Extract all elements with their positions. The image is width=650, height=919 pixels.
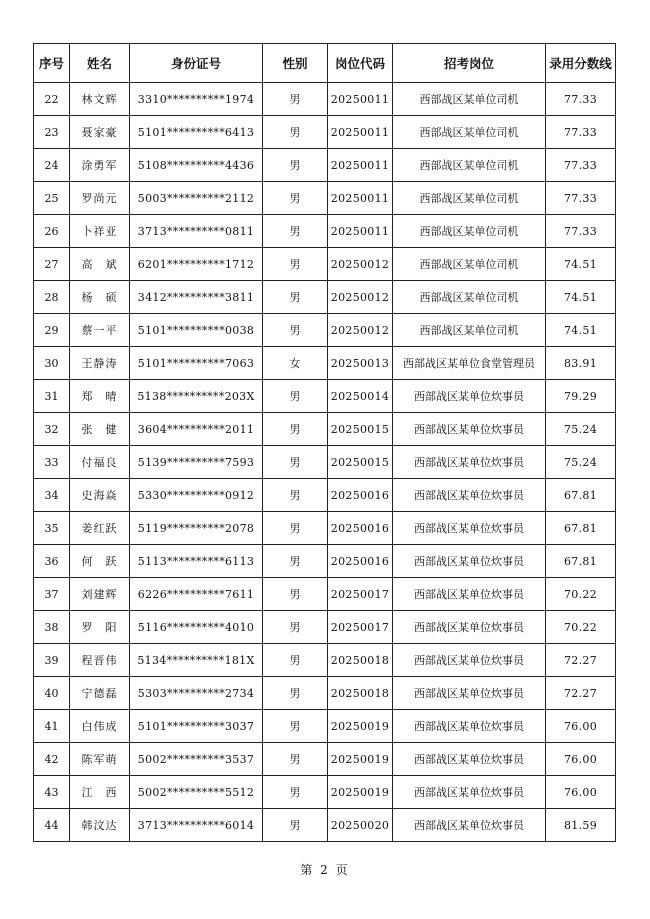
cell-seq: 39 [34, 644, 70, 677]
cell-name: 史海焱 [70, 479, 130, 512]
table-body [34, 83, 616, 842]
cell-name: 程晋伟 [70, 644, 130, 677]
cell-score: 75.24 [546, 413, 616, 446]
cell-seq: 35 [34, 512, 70, 545]
cell-id-number: 5330**********0912 [130, 479, 263, 512]
cell-post: 西部战区某单位炊事员 [393, 446, 546, 479]
cell-seq: 27 [34, 248, 70, 281]
cell-name: 高 斌 [70, 248, 130, 281]
table-row [34, 512, 616, 545]
cell-name: 卜祥亚 [70, 215, 130, 248]
cell-name: 王静涛 [70, 347, 130, 380]
header-id-number: 身份证号 [130, 44, 263, 83]
cell-post: 西部战区某单位炊事员 [393, 644, 546, 677]
cell-gender: 男 [263, 413, 328, 446]
cell-post-code: 20250016 [328, 512, 393, 545]
table-row [34, 182, 616, 215]
cell-id-number: 5116**********4010 [130, 611, 263, 644]
cell-seq: 31 [34, 380, 70, 413]
table-row [34, 149, 616, 182]
cell-post: 西部战区某单位司机 [393, 215, 546, 248]
cell-name: 杨 硕 [70, 281, 130, 314]
cell-id-number: 3713**********0811 [130, 215, 263, 248]
cell-name: 白伟成 [70, 710, 130, 743]
cell-post: 西部战区某单位食堂管理员 [393, 347, 546, 380]
cell-seq: 38 [34, 611, 70, 644]
cell-id-number: 3310**********1974 [130, 83, 263, 116]
header-seq: 序号 [34, 44, 70, 83]
cell-id-number: 5101**********7063 [130, 347, 263, 380]
cell-seq: 29 [34, 314, 70, 347]
cell-score: 76.00 [546, 743, 616, 776]
cell-id-number: 5108**********4436 [130, 149, 263, 182]
table-row [34, 611, 616, 644]
cell-score: 74.51 [546, 314, 616, 347]
header-gender: 性别 [263, 44, 328, 83]
cell-post: 西部战区某单位炊事员 [393, 677, 546, 710]
cell-score: 70.22 [546, 578, 616, 611]
cell-seq: 32 [34, 413, 70, 446]
cell-score: 77.33 [546, 182, 616, 215]
cell-score: 77.33 [546, 149, 616, 182]
page-number: 第 2 页 [300, 863, 350, 877]
header-name: 姓名 [70, 44, 130, 83]
cell-seq: 36 [34, 545, 70, 578]
cell-score: 70.22 [546, 611, 616, 644]
cell-gender: 男 [263, 776, 328, 809]
cell-id-number: 5101**********0038 [130, 314, 263, 347]
cell-id-number: 3604**********2011 [130, 413, 263, 446]
table-row [34, 281, 616, 314]
cell-seq: 28 [34, 281, 70, 314]
cell-post-code: 20250011 [328, 83, 393, 116]
cell-gender: 男 [263, 512, 328, 545]
cell-post: 西部战区某单位司机 [393, 281, 546, 314]
cell-score: 67.81 [546, 545, 616, 578]
cell-seq: 22 [34, 83, 70, 116]
cell-post-code: 20250012 [328, 248, 393, 281]
table-row [34, 314, 616, 347]
table-header-row [34, 44, 616, 83]
cell-post-code: 20250011 [328, 116, 393, 149]
cell-gender: 男 [263, 116, 328, 149]
cell-score: 74.51 [546, 248, 616, 281]
cell-id-number: 6226**********7611 [130, 578, 263, 611]
table-row [34, 545, 616, 578]
table-row [34, 83, 616, 116]
cell-seq: 23 [34, 116, 70, 149]
cell-id-number: 5002**********5512 [130, 776, 263, 809]
cell-name: 林文辉 [70, 83, 130, 116]
cell-post: 西部战区某单位炊事员 [393, 710, 546, 743]
cell-gender: 男 [263, 578, 328, 611]
cell-name: 付福良 [70, 446, 130, 479]
table-row [34, 380, 616, 413]
cell-name: 涂勇军 [70, 149, 130, 182]
cell-id-number: 5113**********6113 [130, 545, 263, 578]
cell-seq: 42 [34, 743, 70, 776]
cell-seq: 43 [34, 776, 70, 809]
cell-id-number: 5002**********3537 [130, 743, 263, 776]
cell-gender: 男 [263, 644, 328, 677]
cell-id-number: 5303**********2734 [130, 677, 263, 710]
cell-post-code: 20250020 [328, 809, 393, 842]
table-row [34, 413, 616, 446]
cell-post-code: 20250012 [328, 281, 393, 314]
cell-id-number: 6201**********1712 [130, 248, 263, 281]
table-row [34, 776, 616, 809]
cell-post-code: 20250018 [328, 677, 393, 710]
cell-name: 韩汶达 [70, 809, 130, 842]
cell-seq: 33 [34, 446, 70, 479]
cell-id-number: 5101**********3037 [130, 710, 263, 743]
cell-name: 何 跃 [70, 545, 130, 578]
cell-id-number: 5134**********181X [130, 644, 263, 677]
results-table [33, 43, 616, 842]
cell-score: 79.29 [546, 380, 616, 413]
cell-name: 张 健 [70, 413, 130, 446]
cell-name: 江 西 [70, 776, 130, 809]
table-row [34, 116, 616, 149]
table-row [34, 677, 616, 710]
cell-seq: 26 [34, 215, 70, 248]
cell-score: 67.81 [546, 479, 616, 512]
cell-gender: 男 [263, 446, 328, 479]
cell-post: 西部战区某单位司机 [393, 149, 546, 182]
table-row [34, 446, 616, 479]
header-score: 录用分数线 [546, 44, 616, 83]
cell-gender: 男 [263, 677, 328, 710]
cell-post-code: 20250019 [328, 776, 393, 809]
cell-post-code: 20250016 [328, 545, 393, 578]
cell-score: 77.33 [546, 83, 616, 116]
cell-post-code: 20250014 [328, 380, 393, 413]
cell-name: 宁德磊 [70, 677, 130, 710]
cell-post: 西部战区某单位司机 [393, 182, 546, 215]
header-post: 招考岗位 [393, 44, 546, 83]
cell-name: 聂家豪 [70, 116, 130, 149]
cell-gender: 男 [263, 248, 328, 281]
cell-post-code: 20250013 [328, 347, 393, 380]
cell-post: 西部战区某单位司机 [393, 314, 546, 347]
cell-gender: 男 [263, 182, 328, 215]
cell-post: 西部战区某单位司机 [393, 248, 546, 281]
cell-seq: 34 [34, 479, 70, 512]
cell-post: 西部战区某单位炊事员 [393, 578, 546, 611]
cell-gender: 男 [263, 710, 328, 743]
cell-score: 77.33 [546, 116, 616, 149]
cell-gender: 女 [263, 347, 328, 380]
cell-post: 西部战区某单位司机 [393, 83, 546, 116]
cell-post: 西部战区某单位炊事员 [393, 512, 546, 545]
table-row [34, 644, 616, 677]
cell-gender: 男 [263, 314, 328, 347]
cell-score: 81.59 [546, 809, 616, 842]
header-post-code: 岗位代码 [328, 44, 393, 83]
cell-post: 西部战区某单位司机 [393, 116, 546, 149]
cell-id-number: 5139**********7593 [130, 446, 263, 479]
cell-post-code: 20250017 [328, 611, 393, 644]
cell-score: 72.27 [546, 677, 616, 710]
cell-name: 姜红跃 [70, 512, 130, 545]
cell-post-code: 20250012 [328, 314, 393, 347]
table-row [34, 809, 616, 842]
cell-score: 76.00 [546, 776, 616, 809]
cell-score: 83.91 [546, 347, 616, 380]
cell-seq: 41 [34, 710, 70, 743]
cell-id-number: 5101**********6413 [130, 116, 263, 149]
cell-gender: 男 [263, 149, 328, 182]
cell-score: 74.51 [546, 281, 616, 314]
cell-post: 西部战区某单位炊事员 [393, 611, 546, 644]
cell-post-code: 20250011 [328, 215, 393, 248]
cell-gender: 男 [263, 281, 328, 314]
cell-id-number: 5138**********203X [130, 380, 263, 413]
cell-post-code: 20250016 [328, 479, 393, 512]
cell-seq: 25 [34, 182, 70, 215]
cell-score: 77.33 [546, 215, 616, 248]
cell-name: 郑 晴 [70, 380, 130, 413]
cell-seq: 30 [34, 347, 70, 380]
cell-post-code: 20250011 [328, 149, 393, 182]
table-row [34, 347, 616, 380]
cell-post-code: 20250019 [328, 743, 393, 776]
cell-gender: 男 [263, 83, 328, 116]
cell-gender: 男 [263, 380, 328, 413]
cell-post-code: 20250015 [328, 446, 393, 479]
cell-name: 陈军萌 [70, 743, 130, 776]
cell-post: 西部战区某单位炊事员 [393, 809, 546, 842]
cell-name: 罗尚元 [70, 182, 130, 215]
cell-post: 西部战区某单位炊事员 [393, 479, 546, 512]
cell-seq: 44 [34, 809, 70, 842]
cell-gender: 男 [263, 215, 328, 248]
cell-gender: 男 [263, 545, 328, 578]
cell-score: 76.00 [546, 710, 616, 743]
cell-post-code: 20250017 [328, 578, 393, 611]
table-row [34, 215, 616, 248]
cell-seq: 37 [34, 578, 70, 611]
cell-post: 西部战区某单位炊事员 [393, 743, 546, 776]
table-row [34, 479, 616, 512]
cell-post: 西部战区某单位炊事员 [393, 776, 546, 809]
table-row [34, 743, 616, 776]
cell-post-code: 20250011 [328, 182, 393, 215]
cell-post: 西部战区某单位炊事员 [393, 413, 546, 446]
cell-id-number: 3713**********6014 [130, 809, 263, 842]
cell-post: 西部战区某单位炊事员 [393, 380, 546, 413]
cell-seq: 24 [34, 149, 70, 182]
cell-post: 西部战区某单位炊事员 [393, 545, 546, 578]
cell-name: 罗 阳 [70, 611, 130, 644]
table-row [34, 248, 616, 281]
cell-gender: 男 [263, 743, 328, 776]
cell-gender: 男 [263, 809, 328, 842]
cell-name: 刘建辉 [70, 578, 130, 611]
table-row [34, 710, 616, 743]
cell-post-code: 20250018 [328, 644, 393, 677]
cell-post-code: 20250015 [328, 413, 393, 446]
cell-gender: 男 [263, 611, 328, 644]
cell-post-code: 20250019 [328, 710, 393, 743]
cell-score: 67.81 [546, 512, 616, 545]
cell-id-number: 3412**********3811 [130, 281, 263, 314]
cell-seq: 40 [34, 677, 70, 710]
cell-id-number: 5003**********2112 [130, 182, 263, 215]
table-row [34, 578, 616, 611]
cell-name: 蔡一平 [70, 314, 130, 347]
cell-score: 72.27 [546, 644, 616, 677]
cell-score: 75.24 [546, 446, 616, 479]
cell-gender: 男 [263, 479, 328, 512]
cell-id-number: 5119**********2078 [130, 512, 263, 545]
